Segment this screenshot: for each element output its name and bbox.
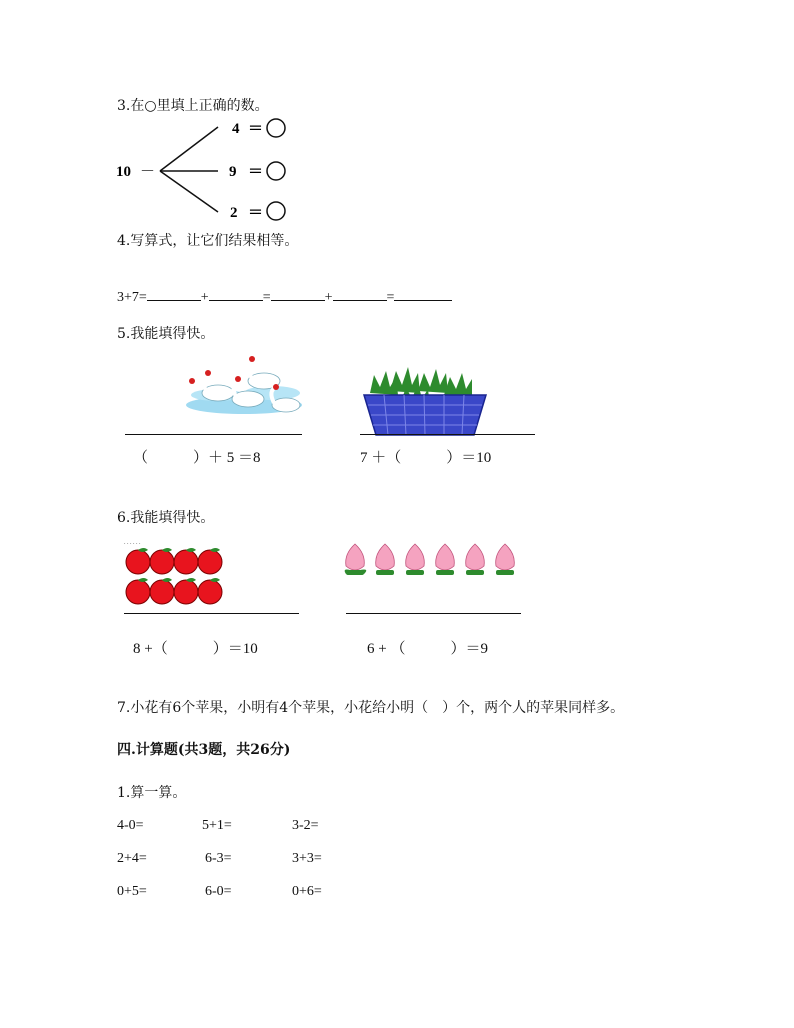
svg-text:. . . . . .: . . . . . . (124, 540, 141, 546)
q6-left-equation: 8 +（ ）＝10 (133, 641, 258, 657)
q5-left-equation: （ ）＋ 5 ＝8 (133, 450, 261, 466)
pineapple-basket-image (360, 365, 490, 437)
q4-op-1: + (200, 290, 209, 305)
calc-r3c1: 0+5= (117, 884, 147, 899)
q5-left-divider (125, 434, 302, 435)
calc-r2c2: 6-3= (205, 851, 232, 866)
q3-minus: － (140, 164, 156, 180)
q3-row3-eq: ＝ (248, 205, 264, 221)
q4-blank-4[interactable] (333, 288, 387, 301)
calc-r1c2: 5+1= (202, 818, 232, 833)
apples-image (122, 538, 232, 610)
q5-title: 5.我能填得快。 (117, 326, 215, 342)
q4-op-3: + (324, 290, 333, 305)
q5-right-divider (360, 434, 535, 435)
q3-minuend: 10 (116, 164, 131, 180)
calc-r3c2: 6-0= (205, 884, 232, 899)
q4-blank-5[interactable] (394, 288, 452, 301)
q4-blank-3[interactable] (271, 288, 325, 301)
q3-title: 3.在○里填上正确的数。 (117, 98, 269, 114)
calc-title: 1.算一算。 (117, 785, 187, 801)
q3-row3-answer-circle[interactable] (267, 202, 285, 220)
q6-right-equation: 6 + （ ）＝9 (367, 641, 488, 657)
q6-title: 6.我能填得快。 (117, 510, 215, 526)
q7-text: 7.小花有6个苹果，小明有4个苹果，小花给小明（ ）个，两个人的苹果同样多。 (117, 700, 625, 716)
section4-heading: 四.计算题(共3题，共26分) (117, 742, 291, 758)
swans-image (182, 353, 306, 419)
q4-title: 4.写算式，让它们结果相等。 (117, 233, 299, 249)
q3-row2-answer-circle[interactable] (267, 162, 285, 180)
q3-branch-diagram (112, 115, 302, 225)
q3-row1-answer-circle[interactable] (267, 119, 285, 137)
q4-blank-2[interactable] (209, 288, 263, 301)
calc-r2c1: 2+4= (117, 851, 147, 866)
q4-equation-row (117, 288, 452, 306)
calc-r1c1: 4-0= (117, 818, 144, 833)
q6-left-divider (124, 613, 299, 614)
q6-right-divider (346, 613, 521, 614)
q4-op-4: = (386, 290, 395, 305)
calc-r2c3: 3+3= (292, 851, 322, 866)
q3-row1-eq: ＝ (248, 121, 264, 137)
q5-right-equation: 7 ＋（ ）＝10 (360, 450, 492, 466)
calc-r3c3: 0+6= (292, 884, 322, 899)
q3-row1-num: 4 (232, 121, 240, 137)
q3-row2-num: 9 (229, 164, 237, 180)
peaches-image (340, 540, 524, 582)
q4-start: 3+7= (117, 290, 147, 305)
calc-r1c3: 3-2= (292, 818, 319, 833)
q4-blank-1[interactable] (147, 288, 201, 301)
q3-row3-num: 2 (230, 205, 238, 221)
q4-op-2: = (262, 290, 271, 305)
q3-row2-eq: ＝ (248, 164, 264, 180)
